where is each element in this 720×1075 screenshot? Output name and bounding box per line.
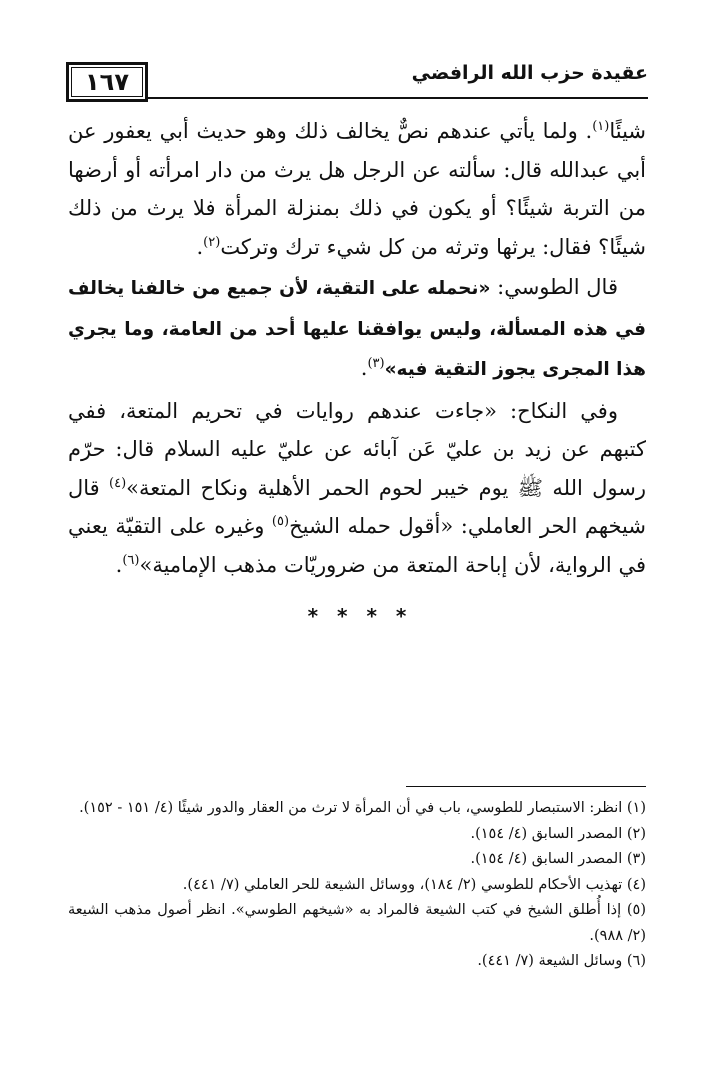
footnote-ref: (١): [592, 119, 610, 134]
paragraph-1: [68, 112, 646, 266]
footnote-4: (٤) تهذيب الأحكام للطوسي (٢/ ١٨٤)، ووسائل الشيعة للحر العاملي (٧/ ٤٤١).: [182, 876, 646, 893]
footnote-5: (٥) إذا أُطلق الشيخ في كتب الشيعة فالمراد به «شيخهم الطوسي». انظر أصول مذهب الشيعة (٢/ ٩٨٨).: [68, 902, 646, 944]
section-separator: * * * *: [307, 604, 413, 628]
footnote-ref: (٣): [367, 356, 385, 371]
paragraph-3: [68, 392, 646, 585]
running-header-title: عقيدة حزب الله الرافضي: [411, 62, 648, 84]
text-run: وفي النكاح: «جاءت عندهم روايات في تحريم المتعة، ففي كتبهم عن زيد بن عليّ عَن آبائه عن عليّ عليه السلام قال: حرّم رسول الله ﷺ يوم خيبر لحوم الحمر الأهلية ونكاح المتعة»: [68, 398, 646, 500]
text-run: قال الطوسي:: [490, 275, 618, 299]
text-run: قال شيخهم الحر العاملي: «أقول حمله الشيخ: [68, 475, 646, 538]
footnote-3: (٣) المصدر السابق (٤/ ١٥٤).: [470, 851, 646, 867]
text-run: وغيره على التقيّة يعني في الرواية، لأن إباحة المتعة من ضروريّات مذهب الإمامية»: [68, 514, 646, 577]
page-number: ١٦٧: [85, 68, 129, 96]
footnote-ref: (٦): [122, 552, 140, 568]
text-run: .: [360, 356, 368, 380]
text-run: . ولما يأتي عندهم نصٌّ يخالف ذلك وهو حديث أبي يعفور عن أبي عبدالله قال: سألته عن الرجل هل يرث من دار امرأته أو أرضها من التربة شيئًا؟ أو يكون في ذلك بمنزلة المرأة فلا يرث من ذلك شيئًا؟ فقال: يرثها وترثه من كل شيء ترك وتركت: [68, 119, 646, 259]
footnote-2: (٢) المصدر السابق (٤/ ١٥٤).: [470, 825, 646, 842]
text-run: .: [115, 552, 123, 577]
footnote-1: (١) انظر: الاستبصار للطوسي، باب في أن المرأة لا ترث من العقار والدور شيئًا (٤/ ١٥١ - ١٥٢).: [79, 800, 646, 816]
footnote-ref: (٤): [109, 475, 127, 491]
footnote-6: (٦) وسائل الشيعة (٧/ ٤٤١).: [477, 953, 646, 969]
footnote-rule: [406, 786, 646, 787]
page-number-box: [66, 62, 148, 102]
quoted-text: «نحمله على التقية، لأن جميع من خالفنا يخالف في هذه المسألة، وليس يوافقنا عليها أحد من العامة، وما يجري هذا المجرى يجوز التقية فيه»: [68, 278, 646, 380]
text-run: شيئًا: [609, 119, 646, 143]
text-run: .: [196, 234, 204, 259]
paragraph-2: [68, 268, 646, 390]
footnote-ref: (٢): [203, 234, 221, 250]
footnote-ref: (٥): [271, 514, 290, 529]
main-text: [68, 112, 646, 584]
footnotes: [68, 796, 646, 975]
header-rule: [146, 97, 648, 99]
